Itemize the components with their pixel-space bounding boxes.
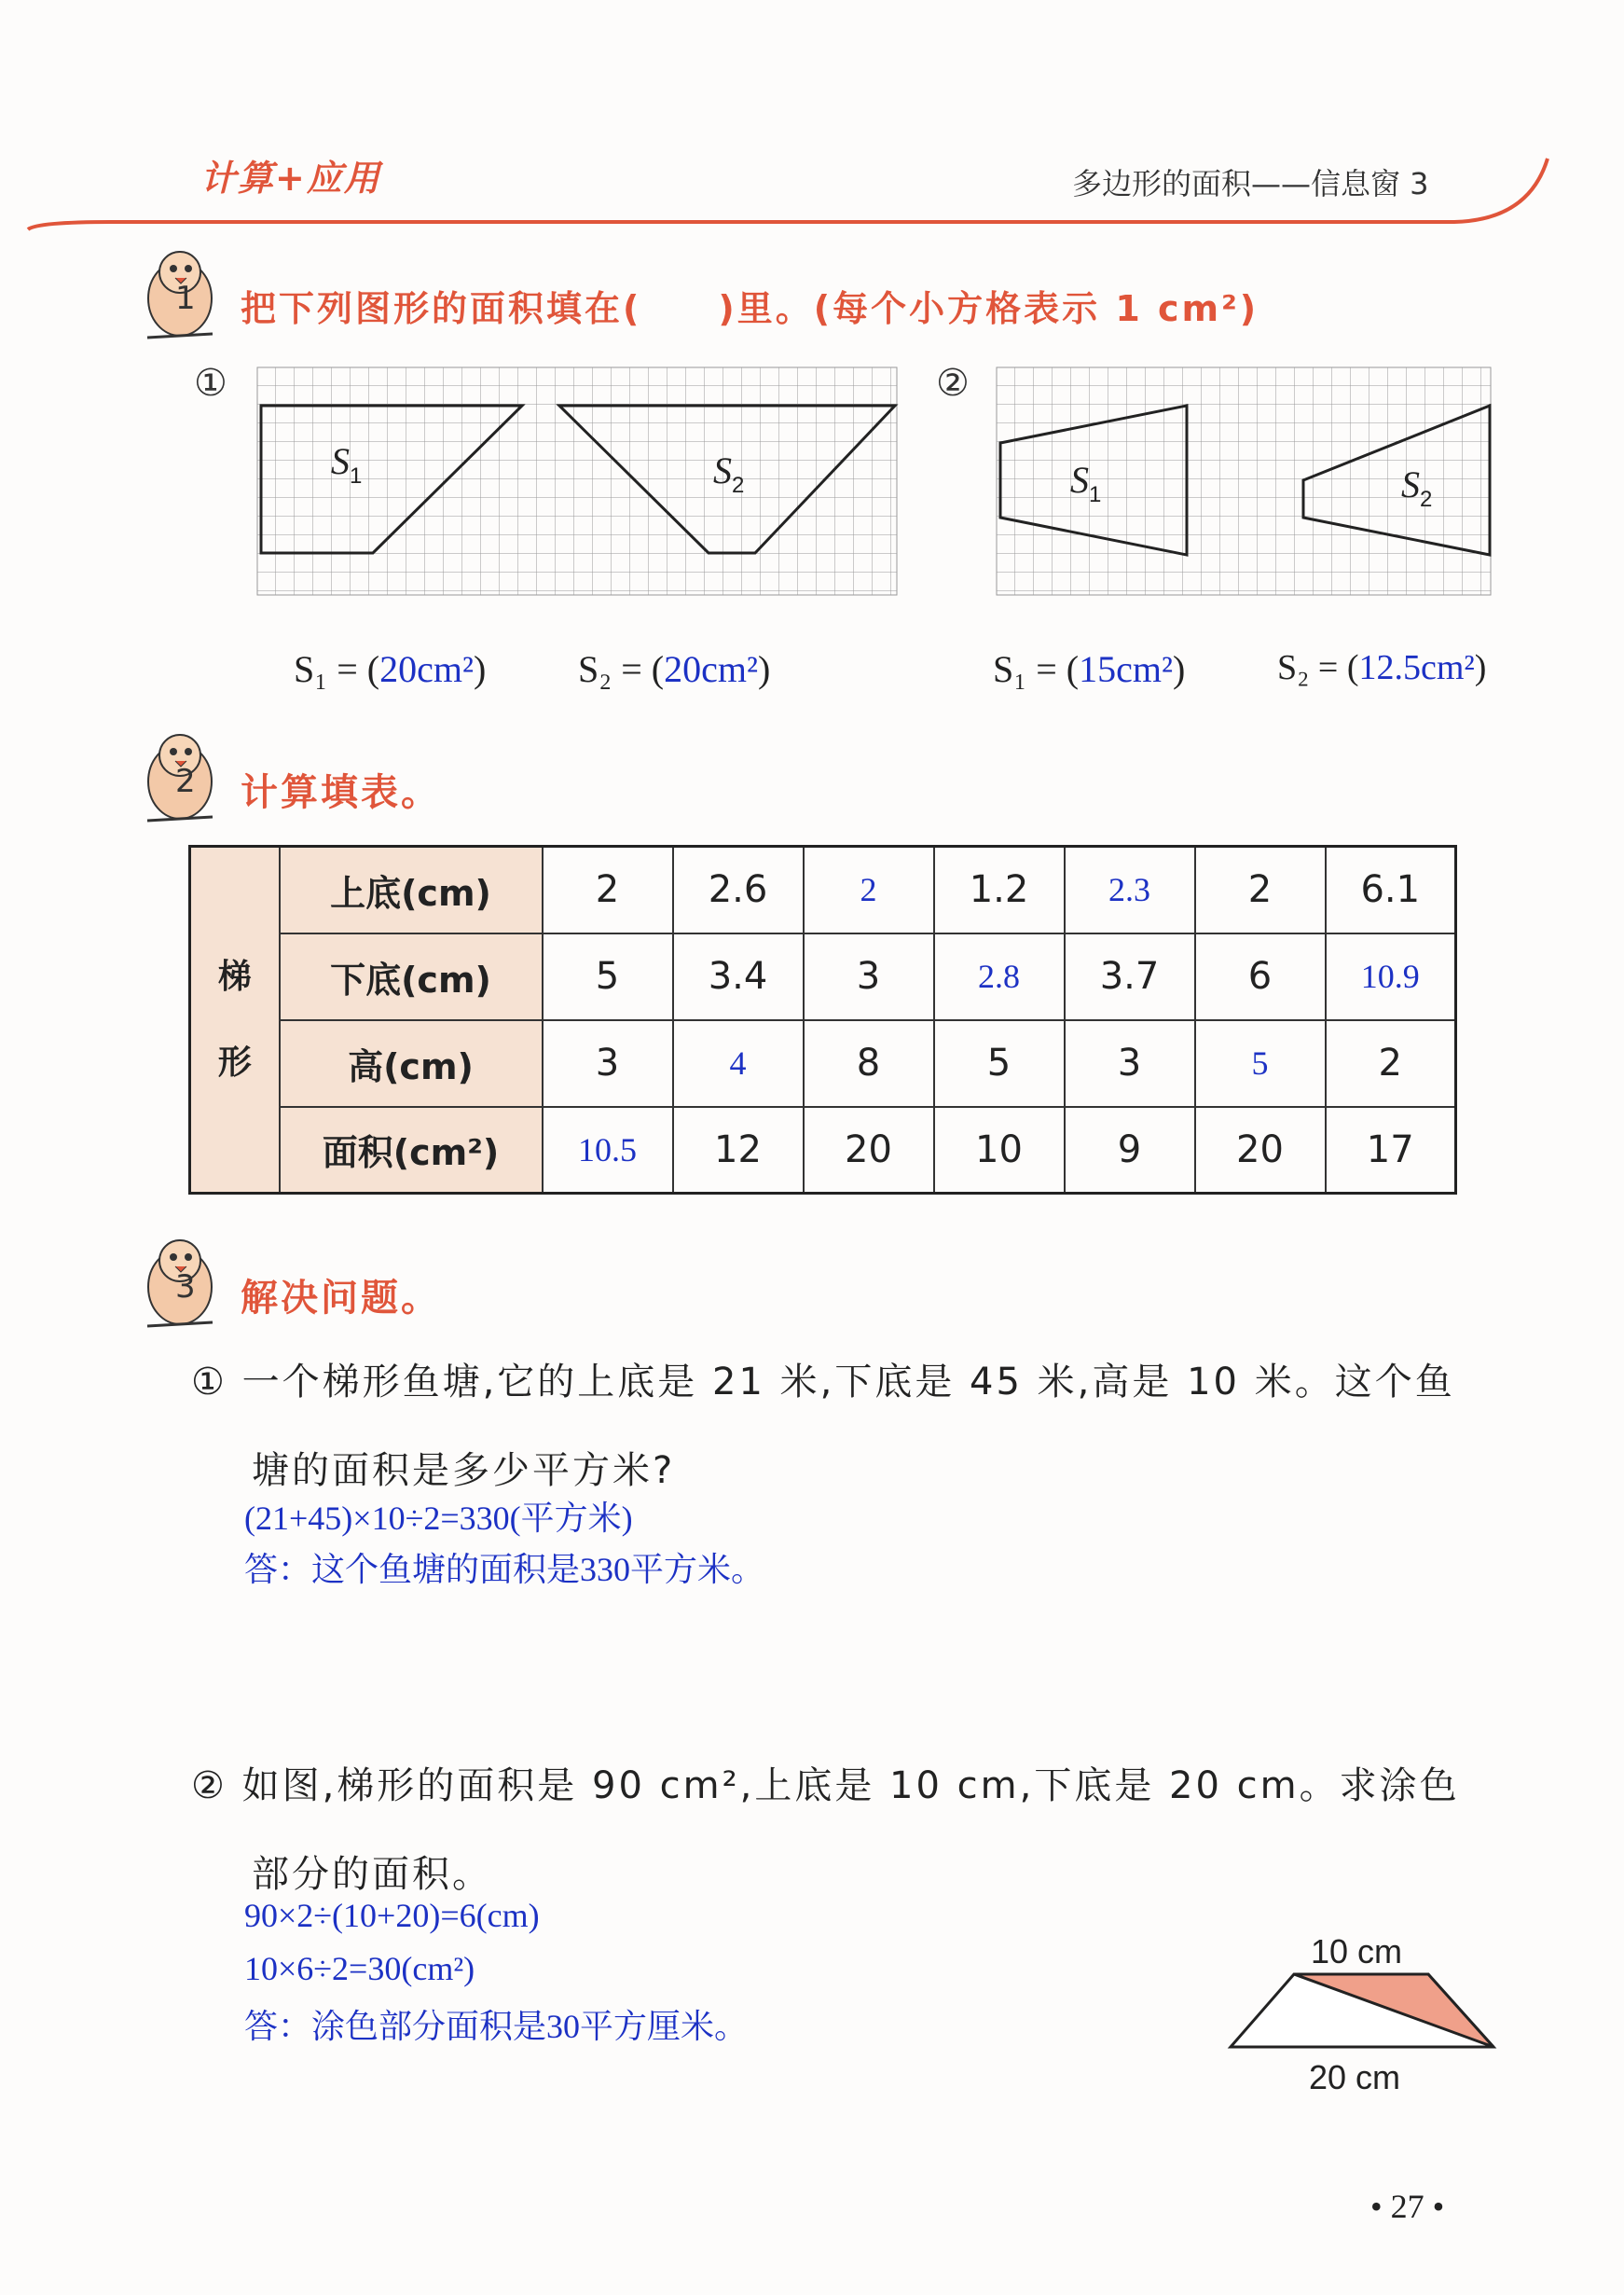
part1-s1-answer: 20cm² <box>379 648 474 690</box>
answer-cell: 5 <box>1195 1020 1326 1107</box>
problem2-work2: 10×6÷2=30(cm²) <box>244 1950 475 1987</box>
answer-cell: 2 <box>804 847 934 933</box>
problem2-answer: 答：涂色部分面积是30平方厘米。 <box>244 2008 749 2045</box>
value-cell: 3 <box>1065 1020 1195 1107</box>
grid-figure-1 <box>256 366 900 600</box>
table-row <box>190 1107 1456 1194</box>
value-cell: 9 <box>1065 1107 1195 1194</box>
q2-title: 计算填表。 <box>241 771 441 814</box>
answer-cell: 2.8 <box>934 933 1065 1020</box>
svg-text:2: 2 <box>1420 487 1433 512</box>
value-cell: 1.2 <box>934 847 1065 933</box>
answer-cell: 2.3 <box>1065 847 1195 933</box>
part2-marker: ② <box>936 362 970 405</box>
value-cell: 5 <box>543 933 673 1020</box>
answer-cell: 4 <box>673 1020 804 1107</box>
question-number-3: 3 <box>175 1268 196 1306</box>
svg-text:1: 1 <box>1089 482 1102 507</box>
table-side-label: 梯 形 <box>190 847 280 1194</box>
question-number-1: 1 <box>175 280 196 317</box>
value-cell: 20 <box>1195 1107 1326 1194</box>
chapter-title: 多边形的面积——信息窗 3 <box>1072 166 1429 201</box>
part2-s1-result: S₁ = (15cm²) <box>993 648 1186 690</box>
row-header: 下底(cm) <box>280 933 543 1020</box>
top-base-label: 10 cm <box>1311 1935 1403 1970</box>
part1-s1-result: S₁ = (20cm²) <box>294 648 487 690</box>
problem1-answer: 答：这个鱼塘的面积是330平方米。 <box>244 1551 765 1588</box>
problem2-line2: 部分的面积。 <box>252 1853 492 1896</box>
row-header: 高(cm) <box>280 1020 543 1107</box>
question-number-2: 2 <box>175 763 196 800</box>
value-cell: 10 <box>934 1107 1065 1194</box>
part2-s2-answer: 12.5cm² <box>1358 648 1475 687</box>
answer-cell: 10.5 <box>543 1107 673 1194</box>
row-header: 上底(cm) <box>280 847 543 933</box>
value-cell: 3.4 <box>673 933 804 1020</box>
part1-s2-result: S₂ = (20cm²) <box>578 648 771 690</box>
value-cell: 3 <box>543 1020 673 1107</box>
value-cell: 20 <box>804 1107 934 1194</box>
svg-text:S: S <box>1070 459 1089 501</box>
row-header: 面积(cm²) <box>280 1107 543 1194</box>
value-cell: 2 <box>1326 1020 1456 1107</box>
part1-s2-answer: 20cm² <box>664 648 758 690</box>
value-cell: 6 <box>1195 933 1326 1020</box>
problem2-line1: ② 如图,梯形的面积是 90 cm²,上底是 10 cm,下底是 20 cm。求涂色 <box>191 1764 1460 1807</box>
problem2-work1: 90×2÷(10+20)=6(cm) <box>244 1897 540 1934</box>
table-row <box>190 847 1456 933</box>
part1-marker: ① <box>194 362 227 405</box>
problem1-line1: ① 一个梯形鱼塘,它的上底是 21 米,下底是 45 米,高是 10 米。这个鱼 <box>191 1361 1455 1403</box>
bottom-base-label: 20 cm <box>1309 2058 1401 2096</box>
value-cell: 8 <box>804 1020 934 1107</box>
part2-s1-answer: 15cm² <box>1079 648 1173 690</box>
value-cell: 2.6 <box>673 847 804 933</box>
svg-text:S: S <box>713 449 732 491</box>
grid-figure-2 <box>996 366 1494 600</box>
trapezoid-table <box>188 845 1457 1195</box>
value-cell: 3.7 <box>1065 933 1195 1020</box>
part2-s2-result: S₂ = (12.5cm²) <box>1277 648 1487 687</box>
value-cell: 2 <box>543 847 673 933</box>
answer-cell: 10.9 <box>1326 933 1456 1020</box>
svg-text:S: S <box>331 440 350 482</box>
header-rule <box>0 0 1624 242</box>
section-label: 计算+应用 <box>200 158 381 199</box>
value-cell: 2 <box>1195 847 1326 933</box>
value-cell: 6.1 <box>1326 847 1456 933</box>
svg-text:1: 1 <box>350 463 363 489</box>
value-cell: 3 <box>804 933 934 1020</box>
svg-text:S: S <box>1401 463 1420 505</box>
table-row <box>190 1020 1456 1107</box>
svg-text:2: 2 <box>732 473 745 498</box>
value-cell: 12 <box>673 1107 804 1194</box>
page-number: • 27 • <box>1370 2188 1445 2225</box>
value-cell: 5 <box>934 1020 1065 1107</box>
problem1-work: (21+45)×10÷2=330(平方米) <box>244 1500 633 1537</box>
q3-title: 解决问题。 <box>241 1277 441 1320</box>
q1-title: 把下列图形的面积填在( )里。(每个小方格表示 1 cm²) <box>241 288 1259 329</box>
value-cell: 17 <box>1326 1107 1456 1194</box>
problem1-line2: 塘的面积是多少平方米? <box>252 1449 676 1492</box>
table-row <box>190 933 1456 1020</box>
shaded-trapezoid-figure <box>1212 1935 1520 2103</box>
